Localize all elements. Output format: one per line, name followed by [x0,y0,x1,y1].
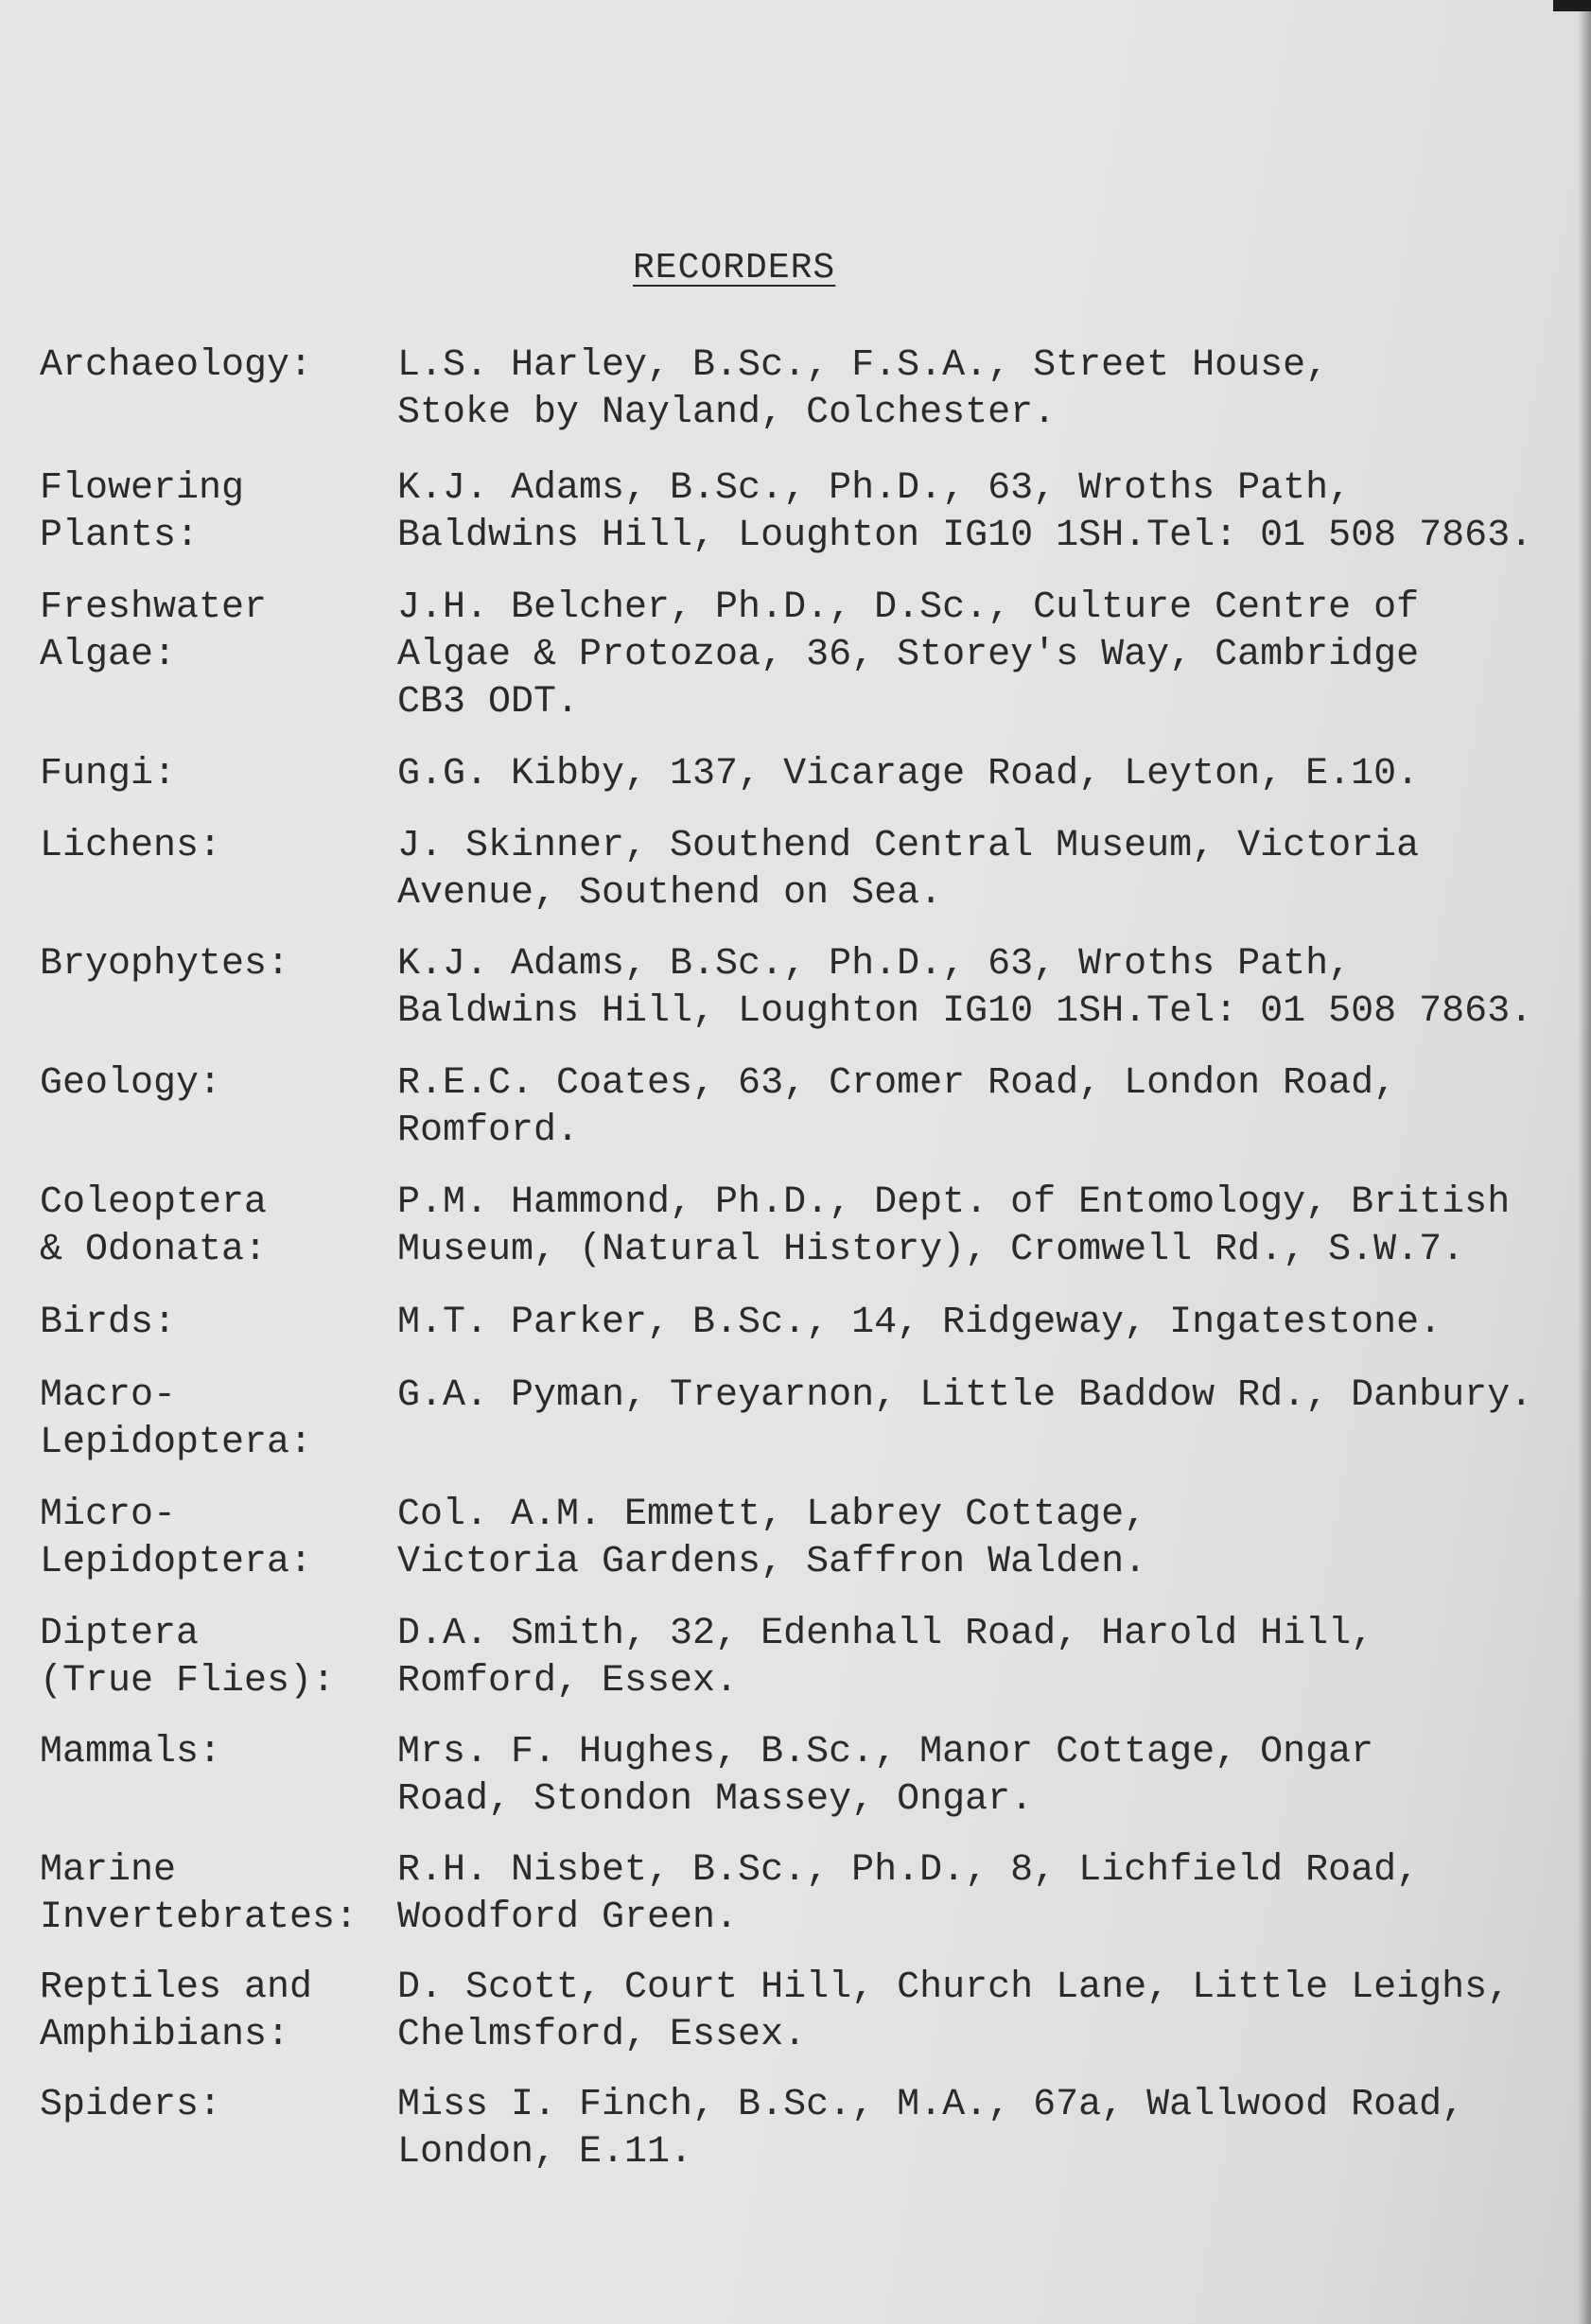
entry-text: D. Scott, Court Hill, Church Lane, Little Leighs, Chelmsford, Essex. [397,1966,1511,2056]
entry-text: J. Skinner, Southend Central Museum, Victoria Avenue, Southend on Sea. [397,825,1420,915]
entry-label: Flowering Plants: [40,467,245,557]
entry-label: Freshwater Algae: [40,586,268,676]
entry-label: Lichens: [40,825,222,867]
entry-label: Mammals: [40,1731,222,1774]
page-edge-shadow [1578,0,1591,2324]
entry-text: K.J. Adams, B.Sc., Ph.D., 63, Wroths Path, Baldwins Hill, Loughton IG10 1SH.Tel: 01 508 7863. [397,467,1533,557]
entry-label: Diptera (True Flies): [40,1613,336,1703]
entry-label: Reptiles and Amphibians: [40,1966,313,2056]
entry-text: M.T. Parker, B.Sc., 14, Ridgeway, Ingatestone. [397,1302,1442,1344]
corner-mark [1553,0,1591,11]
entry-text: R.E.C. Coates, 63, Cromer Road, London Road, Romford. [397,1062,1397,1152]
entry-label: Bryophytes: [40,943,290,986]
entry-text: K.J. Adams, B.Sc., Ph.D., 63, Wroths Path, Baldwins Hill, Loughton IG10 1SH.Tel: 01 508 7863. [397,943,1533,1033]
entry-label: Fungi: [40,753,177,795]
entry-text: R.H. Nisbet, B.Sc., Ph.D., 8, Lichfield Road, Woodford Green. [397,1849,1420,1939]
entry-label: Archaeology: [40,344,313,387]
entry-text: G.G. Kibby, 137, Vicarage Road, Leyton, E.10. [397,753,1420,795]
entry-text: Miss I. Finch, B.Sc., M.A., 67a, Wallwood Road, London, E.11. [397,2084,1465,2174]
entry-label: Spiders: [40,2084,222,2126]
page-title: RECORDERS [633,248,836,288]
entry-label: Micro- Lepidoptera: [40,1494,313,1583]
entry-label: Birds: [40,1302,177,1344]
entry-text: Col. A.M. Emmett, Labrey Cottage, Victoria Gardens, Saffron Walden. [397,1494,1147,1583]
entry-label: Macro- Lepidoptera: [40,1374,313,1464]
entry-text: Mrs. F. Hughes, B.Sc., Manor Cottage, Ongar Road, Stondon Massey, Ongar. [397,1731,1374,1821]
entry-text: J.H. Belcher, Ph.D., D.Sc., Culture Centre of Algae & Protozoa, 36, Storey's Way, Cambridge CB3 ODT. [397,586,1420,724]
entry-label: Geology: [40,1062,222,1105]
entry-label: Coleoptera & Odonata: [40,1181,268,1271]
entry-text: G.A. Pyman, Treyarnon, Little Baddow Rd., Danbury. [397,1374,1533,1417]
entry-text: L.S. Harley, B.Sc., F.S.A., Street House, Stoke by Nayland, Colchester. [397,344,1329,434]
entry-label: Marine Invertebrates: [40,1849,358,1939]
entry-text: D.A. Smith, 32, Edenhall Road, Harold Hill, Romford, Essex. [397,1613,1374,1703]
entry-text: P.M. Hammond, Ph.D., Dept. of Entomology, British Museum, (Natural History), Cromwell Rd., S.W.7. [397,1181,1511,1271]
